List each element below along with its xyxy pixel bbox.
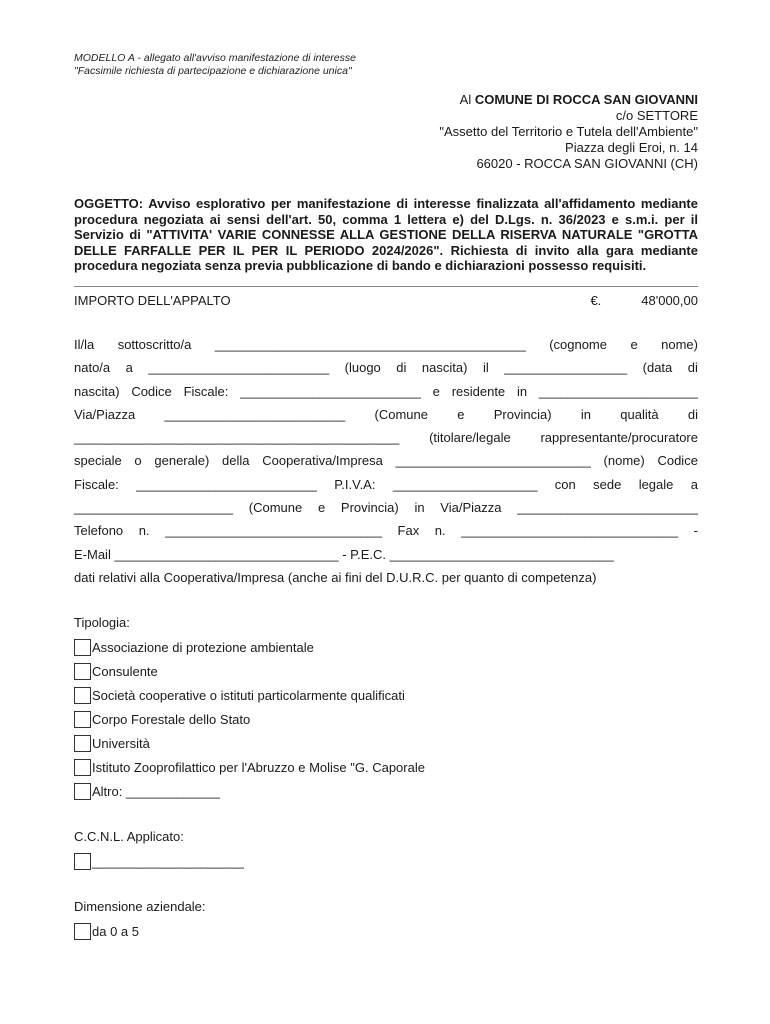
- form-line-4: [74, 403, 698, 426]
- tipologia-option: [74, 635, 698, 659]
- form-word: il: [482, 360, 489, 376]
- form-word: generale): [154, 453, 210, 469]
- form-word: qualità: [620, 406, 659, 422]
- recipient-line-1: [74, 92, 698, 108]
- form-word: e: [630, 336, 638, 352]
- form-word: P.I.V.A:: [334, 476, 376, 492]
- recipient-name: COMUNE DI ROCCA SAN GIOVANNI: [474, 92, 698, 107]
- form-line-10: E-Mail _______________________________ - P.E.C. _______________________________: [74, 546, 614, 562]
- form-word: legale: [638, 476, 674, 492]
- form-word: n.: [138, 523, 150, 539]
- tipologia-option: [74, 731, 698, 755]
- recipient-address: [74, 92, 698, 172]
- dimensione-title: Dimensione aziendale:: [74, 899, 206, 915]
- ccnl-field: _____________________: [92, 853, 244, 869]
- form-word: Via/Piazza: [440, 500, 502, 516]
- form-line-6: [74, 449, 698, 472]
- recipient-line-4: Piazza degli Eroi, n. 14: [565, 140, 698, 155]
- form-word: in: [516, 383, 528, 399]
- form-word[interactable]: ______________________________: [461, 523, 679, 539]
- tipologia-checkbox[interactable]: [74, 783, 91, 800]
- form-word: nome): [661, 336, 698, 352]
- form-word: Codice: [131, 383, 172, 399]
- form-word: sottoscritto/a: [117, 336, 192, 352]
- divider: [74, 286, 698, 287]
- form-word[interactable]: ______________________________: [165, 523, 382, 539]
- ccnl-option: [74, 849, 698, 873]
- recipient-prefix: Al: [459, 92, 475, 107]
- tipologia-option-label: Corpo Forestale dello Stato: [92, 711, 251, 727]
- tipologia-checkbox[interactable]: [74, 663, 91, 680]
- form-word: in: [414, 500, 425, 516]
- contract-amount-value: 48'000,00: [641, 292, 698, 308]
- form-word: con: [554, 476, 576, 492]
- tipologia-option-label: Consulente: [92, 663, 158, 679]
- form-line-5: [74, 426, 698, 449]
- dimensione-option: [74, 919, 698, 943]
- tipologia-checkbox[interactable]: [74, 759, 91, 776]
- tipologia-option-label: Università: [92, 735, 150, 751]
- tipologia-checkbox[interactable]: [74, 687, 91, 704]
- form-word: e: [317, 500, 326, 516]
- form-word: Provincia): [340, 500, 399, 516]
- dimensione-option-label: da 0 a 5: [92, 923, 139, 939]
- form-word: in: [580, 406, 591, 422]
- form-word: Telefono: [74, 523, 124, 539]
- header-line-2: "Facsimile richiesta di partecipazione e dichiarazione unica": [74, 65, 352, 77]
- tipologia-checkbox[interactable]: [74, 735, 91, 752]
- form-word: Fax: [397, 523, 420, 539]
- form-word: Il/la: [74, 336, 95, 352]
- form-word: speciale: [74, 453, 122, 469]
- header-line-1: MODELLO A - allegato all'avviso manifestazione di interesse: [74, 52, 356, 64]
- form-word[interactable]: ______________________: [74, 500, 234, 516]
- form-word: Fiscale:: [183, 383, 229, 399]
- form-word: rappresentante/procuratore: [540, 430, 698, 446]
- form-word[interactable]: _________________________: [136, 476, 317, 492]
- form-word[interactable]: ___________________________________________: [214, 336, 526, 352]
- form-word: Provincia): [493, 406, 552, 422]
- tipologia-option: [74, 707, 698, 731]
- recipient-line-5: 66020 - ROCCA SAN GIOVANNI (CH): [476, 156, 698, 171]
- form-word[interactable]: ______________________: [538, 383, 698, 399]
- tipologia-option-label: Istituto Zooprofilattico per l'Abruzzo e Molise "G. Caporale: [92, 759, 425, 775]
- form-word: (Comune: [248, 500, 303, 516]
- form-word[interactable]: ___________________________: [395, 453, 591, 469]
- form-word: sede: [593, 476, 622, 492]
- form-line-8: [74, 496, 698, 519]
- document-page: [74, 52, 698, 943]
- form-word: Codice: [657, 453, 698, 469]
- dimensione-options: [74, 919, 698, 943]
- form-word: (Comune: [374, 406, 428, 422]
- form-word: (data: [642, 360, 673, 376]
- form-word: Via/Piazza: [74, 406, 136, 422]
- form-word[interactable]: _________________: [504, 360, 628, 376]
- form-word: nascita): [74, 383, 120, 399]
- contract-amount-currency: €.: [590, 292, 602, 308]
- form-line-1: [74, 333, 698, 356]
- tipologia-option-label: Altro: _____________: [92, 783, 220, 799]
- form-line-7: [74, 473, 698, 496]
- form-word[interactable]: _________________________: [164, 406, 346, 422]
- form-word[interactable]: _____________________________________________: [74, 430, 400, 446]
- declarant-form: [74, 333, 698, 589]
- form-word: di: [396, 360, 407, 376]
- tipologia-option: [74, 659, 698, 683]
- form-line-9: [74, 519, 698, 542]
- tipologia-option: [74, 755, 698, 779]
- contract-amount-row: [74, 293, 698, 309]
- form-word[interactable]: ____________________: [392, 476, 538, 492]
- form-word: a: [690, 476, 698, 492]
- form-line-2: [74, 356, 698, 379]
- form-word: e: [432, 383, 440, 399]
- form-word: nascita): [421, 360, 468, 376]
- tipologia-checkbox[interactable]: [74, 711, 91, 728]
- tipologia-title: Tipologia:: [74, 615, 130, 631]
- recipient-line-3: "Assetto del Territorio e Tutela dell'Ambiente": [439, 124, 698, 139]
- form-word: (titolare/legale: [429, 430, 511, 446]
- form-line-3: [74, 380, 698, 403]
- form-word: -: [693, 523, 698, 539]
- tipologia-options: [74, 635, 698, 803]
- ccnl-checkbox[interactable]: [74, 853, 91, 870]
- form-word: Cooperativa/Impresa: [262, 453, 383, 469]
- tipologia-checkbox[interactable]: [74, 639, 91, 656]
- form-word[interactable]: _________________________: [148, 360, 330, 376]
- form-word: di: [687, 360, 698, 376]
- form-word: n.: [434, 523, 446, 539]
- form-word: a: [125, 360, 133, 376]
- ccnl-title: C.C.N.L. Applicato:: [74, 829, 184, 845]
- form-word[interactable]: _________________________: [240, 383, 421, 399]
- form-word: e: [457, 406, 465, 422]
- contract-amount-label: IMPORTO DELL'APPALTO: [74, 292, 231, 308]
- tipologia-option: [74, 683, 698, 707]
- form-word: residente: [451, 383, 506, 399]
- form-word: (luogo: [344, 360, 381, 376]
- form-word: o: [134, 453, 142, 469]
- form-word: (cognome: [549, 336, 607, 352]
- recipient-line-2: c/o SETTORE: [615, 108, 698, 123]
- tipologia-option-label: Società cooperative o istituti particolarmente qualificati: [92, 687, 405, 703]
- contract-amount: [590, 293, 698, 309]
- form-word: di: [687, 406, 698, 422]
- tipologia-option-label: Associazione di protezione ambientale: [92, 639, 314, 655]
- form-word: Fiscale:: [74, 476, 119, 492]
- dimensione-checkbox[interactable]: [74, 923, 91, 940]
- tipologia-option: [74, 779, 698, 803]
- form-word[interactable]: _________________________: [517, 500, 698, 516]
- subject-paragraph: OGGETTO: Avviso esplorativo per manifestazione di interesse finalizzata all'affidamento mediante procedura negoziata ai sensi dell'art. 50, comma 1 lettera e) del D.Lgs. n. 36/2023 e s.m.i. per il Servizio di "ATTIVITA' VARIE CONNESSE ALLA GESTIONE DELLA RISERVA NATURALE "GROTTA DELLE FARFALLE PER IL PER IL PERIODO 2024/2026". Richiesta di invito alla gara mediante procedura negoziata senza previa pubblicazione di bando e dichiarazioni possesso requisiti.: [74, 196, 698, 274]
- form-word: (nome): [603, 453, 645, 469]
- form-line-11: dati relativi alla Cooperativa/Impresa (anche ai fini del D.U.R.C. per quanto di competenza): [74, 569, 597, 585]
- form-word: della: [222, 453, 250, 469]
- form-word: nato/a: [74, 360, 111, 376]
- document-header: [74, 52, 698, 78]
